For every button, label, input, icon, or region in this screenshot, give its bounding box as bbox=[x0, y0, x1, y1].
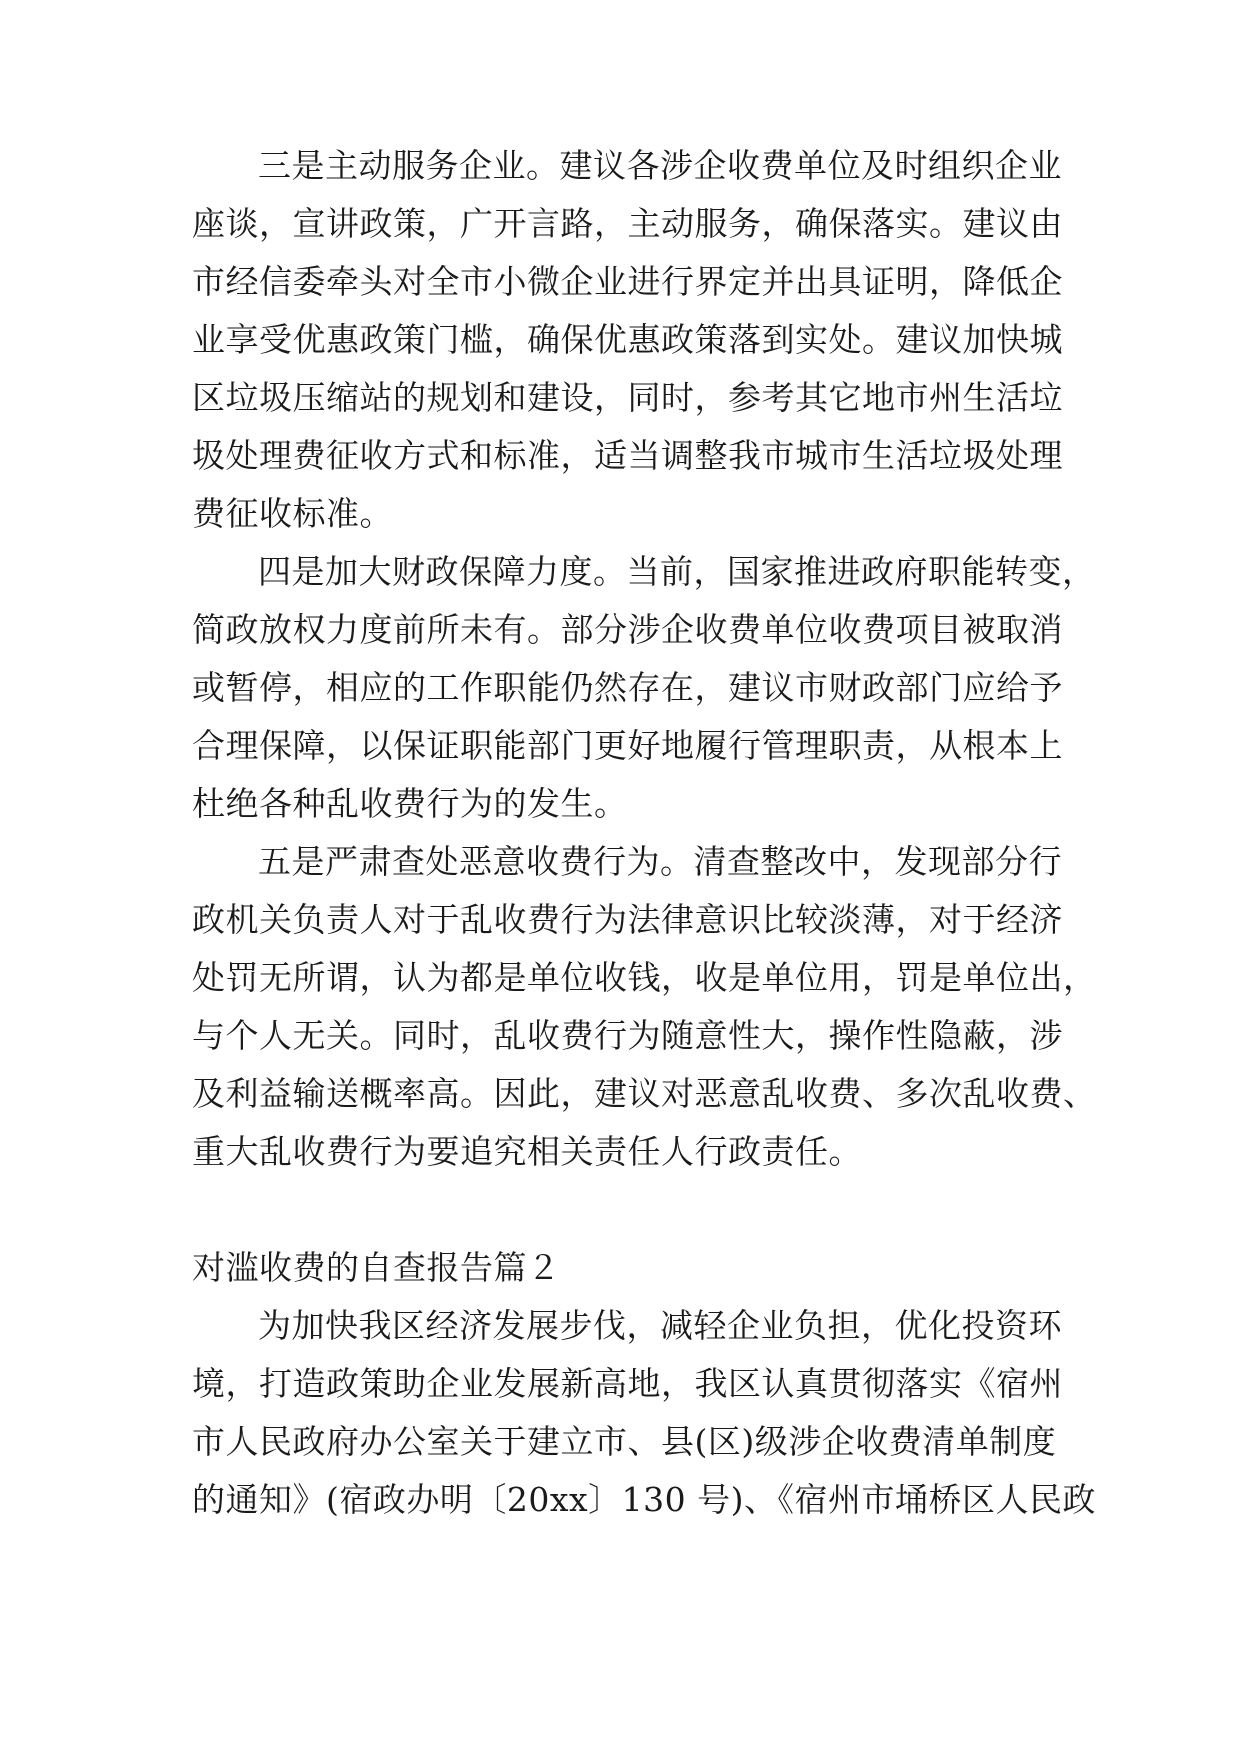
paragraph-line: 三是主动服务企业。建议各涉企收费单位及时组织企业 bbox=[258, 146, 1062, 185]
paragraph-line: 费征收标准。 bbox=[192, 494, 393, 533]
paragraph-line: 杜绝各种乱收费行为的发生。 bbox=[192, 784, 628, 823]
section-title: 对滥收费的自查报告篇２ bbox=[192, 1248, 561, 1287]
paragraph-line: 的通知》(宿政办明〔20xx〕130 号)、《宿州市埇桥区人民政 bbox=[192, 1480, 1096, 1519]
paragraph-line: 境，打造政策助企业发展新高地，我区认真贯彻落实《宿州 bbox=[192, 1364, 1063, 1403]
paragraph-line: 或暂停，相应的工作职能仍然存在，建议市财政部门应给予 bbox=[192, 668, 1063, 707]
paragraph-line: 四是加大财政保障力度。当前，国家推进政府职能转变， bbox=[258, 552, 1096, 591]
paragraph-line: 市经信委牵头对全市小微企业进行界定并出具证明，降低企 bbox=[192, 262, 1063, 301]
paragraph-line: 政机关负责人对于乱收费行为法律意识比较淡薄，对于经济 bbox=[192, 900, 1063, 939]
paragraph-line: 业享受优惠政策门槛，确保优惠政策落到实处。建议加快城 bbox=[192, 320, 1063, 359]
paragraph-line: 区垃圾压缩站的规划和建设，同时，参考其它地市州生活垃 bbox=[192, 378, 1063, 417]
paragraph-line: 与个人无关。同时，乱收费行为随意性大，操作性隐蔽，涉 bbox=[192, 1016, 1063, 1055]
paragraph-line: 处罚无所谓，认为都是单位收钱，收是单位用，罚是单位出， bbox=[192, 958, 1097, 997]
paragraph-line: 为加快我区经济发展步伐，减轻企业负担，优化投资环 bbox=[258, 1306, 1062, 1345]
paragraph-line: 简政放权力度前所未有。部分涉企收费单位收费项目被取消 bbox=[192, 610, 1063, 649]
paragraph-line: 座谈，宣讲政策，广开言路，主动服务，确保落实。建议由 bbox=[192, 204, 1063, 243]
paragraph-line: 合理保障，以保证职能部门更好地履行管理职责，从根本上 bbox=[192, 726, 1063, 765]
paragraph-line: 市人民政府办公室关于建立市、县(区)级涉企收费清单制度 bbox=[192, 1422, 1057, 1461]
paragraph-line: 重大乱收费行为要追究相关责任人行政责任。 bbox=[192, 1132, 862, 1171]
paragraph-line: 及利益输送概率高。因此，建议对恶意乱收费、多次乱收费、 bbox=[192, 1074, 1097, 1113]
paragraph-line: 五是严肃查处恶意收费行为。清查整改中，发现部分行 bbox=[258, 842, 1062, 881]
paragraph-line: 圾处理费征收方式和标准，适当调整我市城市生活垃圾处理 bbox=[192, 436, 1063, 475]
